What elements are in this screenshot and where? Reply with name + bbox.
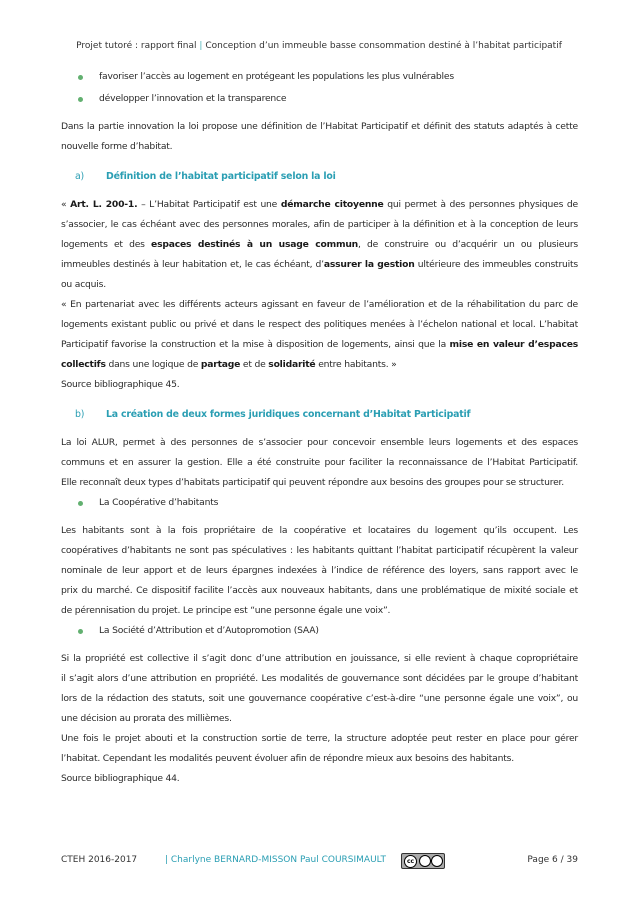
text-line bbox=[61, 235, 578, 255]
bullet-item bbox=[61, 621, 578, 643]
bullet-icon bbox=[78, 97, 83, 102]
bullet-text: développer l’innovation et la transparence bbox=[99, 93, 287, 104]
intro-paragraph bbox=[61, 117, 578, 157]
header-right: Conception d’un immeuble basse consommation destiné à l’habitat participatif bbox=[205, 41, 562, 51]
source-text: Source bibliographique 45. bbox=[61, 379, 180, 390]
text-run: « En partenariat avec les différents acteurs agissant en faveur de l’amélioration et de la réhabilitation du parc de bbox=[61, 299, 578, 310]
text-line bbox=[61, 215, 578, 235]
text-line: coopératives d’habitants ne sont pas spéculatives : les habitants quittant l’habitat participatif récupèrent la valeur bbox=[61, 545, 578, 556]
text-line: Les habitants sont à la fois propriétaire de la coopérative et locataires du logement qu’ils occupent. Les bbox=[61, 525, 578, 536]
saa-paragraph bbox=[61, 649, 578, 729]
text-line bbox=[61, 275, 578, 295]
text-run: qui permet à des personnes physiques de bbox=[383, 199, 578, 210]
section-a-title: Définition de l’habitat participatif selon la loi bbox=[106, 171, 336, 182]
text-run: ou acquis. bbox=[61, 279, 106, 290]
page-number: Page 6 / 39 bbox=[527, 855, 578, 865]
section-b-title: La création de deux formes juridiques concernant d’Habitat Participatif bbox=[106, 409, 471, 420]
text-run: logements et des bbox=[61, 239, 152, 250]
section-a-heading bbox=[61, 167, 578, 189]
cc-nc-icon bbox=[431, 855, 443, 867]
emphasis-text: collectifs bbox=[61, 359, 106, 370]
emphasis-text: partage bbox=[200, 359, 241, 370]
page-content bbox=[61, 67, 578, 789]
text-line: Si la propriété est collective il s’agit donc d’une attribution en jouissance, si elle revient à chaque copropriétaire bbox=[61, 653, 578, 664]
text-run: « bbox=[61, 199, 71, 210]
text-run: entre habitants. » bbox=[315, 359, 397, 370]
text-line: nominale de leur apport et de leurs épargnes indexées à l’indice de référence des loyers, sans rapport avec le bbox=[61, 565, 578, 576]
text-line bbox=[61, 335, 578, 355]
emphasis-text: mise en valeur d’espaces bbox=[449, 339, 578, 350]
emphasis-text: démarche citoyenne bbox=[280, 199, 384, 210]
header-left: Projet tutoré : rapport final bbox=[76, 41, 197, 51]
alur-paragraph bbox=[61, 433, 578, 493]
text-line bbox=[61, 255, 578, 275]
text-run: ultérieure des immeubles construits bbox=[414, 259, 578, 270]
bullet-text: favoriser l’accès au logement en protégeant les populations les plus vulnérables bbox=[99, 71, 454, 82]
source-text: Source bibliographique 44. bbox=[61, 773, 180, 784]
source-reference bbox=[61, 375, 578, 395]
text-line bbox=[61, 355, 578, 375]
text-line bbox=[61, 315, 578, 335]
emphasis-text: solidarité bbox=[268, 359, 316, 370]
emphasis-text: espaces destinés à un usage commun bbox=[151, 239, 358, 250]
emphasis-text: Art. L. 200-1. bbox=[70, 199, 138, 210]
text-line: Elle reconnaît deux types d’habitats participatif qui peuvent répondre aux besoins des groupes pour se structurer. bbox=[61, 477, 564, 488]
text-line: une décision au prorata des millièmes. bbox=[61, 713, 232, 724]
footer-authors: | Charlyne BERNARD-MISSON Paul COURSIMAULT bbox=[165, 855, 386, 865]
source-reference bbox=[61, 769, 578, 789]
cooperative-paragraph bbox=[61, 521, 578, 621]
text-run: – L’Habitat Participatif est une bbox=[137, 199, 281, 210]
text-line: Dans la partie innovation la loi propose une définition de l’Habitat Participatif et définit des statuts adaptés à cette bbox=[61, 121, 578, 132]
project-completion-paragraph bbox=[61, 729, 578, 769]
emphasis-text: assurer la gestion bbox=[323, 259, 415, 270]
text-run: logements existant public ou privé et dans le respect des politiques menées à l’échelon national et local. L’habitat bbox=[61, 319, 578, 330]
text-line: nouvelle forme d’habitat. bbox=[61, 141, 173, 152]
cc-icon: cc bbox=[404, 855, 417, 868]
header-separator: | bbox=[199, 41, 203, 51]
section-b-heading bbox=[61, 405, 578, 427]
law-article-paragraph bbox=[61, 195, 578, 295]
text-line: communs et en assurer la gestion. Elle a été construite pour faciliter la reconnaissance de l’Habitat Participatif. bbox=[61, 457, 578, 468]
bullet-icon bbox=[78, 75, 83, 80]
bullet-item bbox=[61, 493, 578, 515]
text-line: il s’agit alors d’une attribution en propriété. Les modalités de gouvernance sont décidées par le groupe d’habitant bbox=[61, 673, 578, 684]
page-header bbox=[0, 41, 638, 51]
bullet-icon bbox=[78, 629, 83, 634]
text-line: La loi ALUR, permet à des personnes de s’associer pour concevoir ensemble leurs logements et des espaces bbox=[61, 437, 578, 448]
text-line: l’habitat. Cependant les modalités peuvent évoluer afin de répondre mieux aux besoins des habitants. bbox=[61, 753, 514, 764]
text-line: lors de la rédaction des statuts, soit une gouvernance coopérative c’est-à-dire “une personne égale une voix”, ou bbox=[61, 693, 578, 704]
bullet-item bbox=[61, 67, 578, 89]
text-run: s’associer, le cas échéant avec des personnes morales, afin de participer à la définition et à la conception de leurs bbox=[61, 219, 578, 230]
text-run: immeubles destinés à leur habitation et, le cas échéant, d’ bbox=[61, 259, 324, 270]
section-b-letter: b) bbox=[75, 409, 85, 420]
bullet-text: La Société d’Attribution et d’Autopromotion (SAA) bbox=[99, 625, 319, 636]
text-line: de pérennisation du projet. Le principe est “une personne égale une voix”. bbox=[61, 605, 391, 616]
text-run: , de construire ou d’acquérir un ou plusieurs bbox=[358, 239, 578, 250]
footer-course: CTEH 2016-2017 bbox=[61, 855, 138, 865]
text-line: Une fois le projet abouti et la construction sortie de terre, la structure adoptée peut rester en place pour gérer bbox=[61, 733, 578, 744]
text-run: et de bbox=[240, 359, 269, 370]
text-line bbox=[61, 195, 578, 215]
cc-by-icon bbox=[419, 855, 431, 867]
text-run: Participatif favorise la construction et la mise à disposition de logements, ainsi que la bbox=[61, 339, 450, 350]
page-footer bbox=[61, 855, 578, 871]
law-partnership-paragraph bbox=[61, 295, 578, 375]
bullet-item bbox=[61, 89, 578, 111]
text-line bbox=[61, 295, 578, 315]
creative-commons-license-icon bbox=[401, 853, 445, 869]
section-a-letter: a) bbox=[75, 171, 85, 182]
bullet-text: La Coopérative d’habitants bbox=[99, 497, 219, 508]
text-line: prix du marché. Ce dispositif facilite l’accès aux nouveaux habitants, dans une problématique de mixité sociale et bbox=[61, 585, 578, 596]
text-run: dans une logique de bbox=[105, 359, 201, 370]
bullet-icon bbox=[78, 501, 83, 506]
